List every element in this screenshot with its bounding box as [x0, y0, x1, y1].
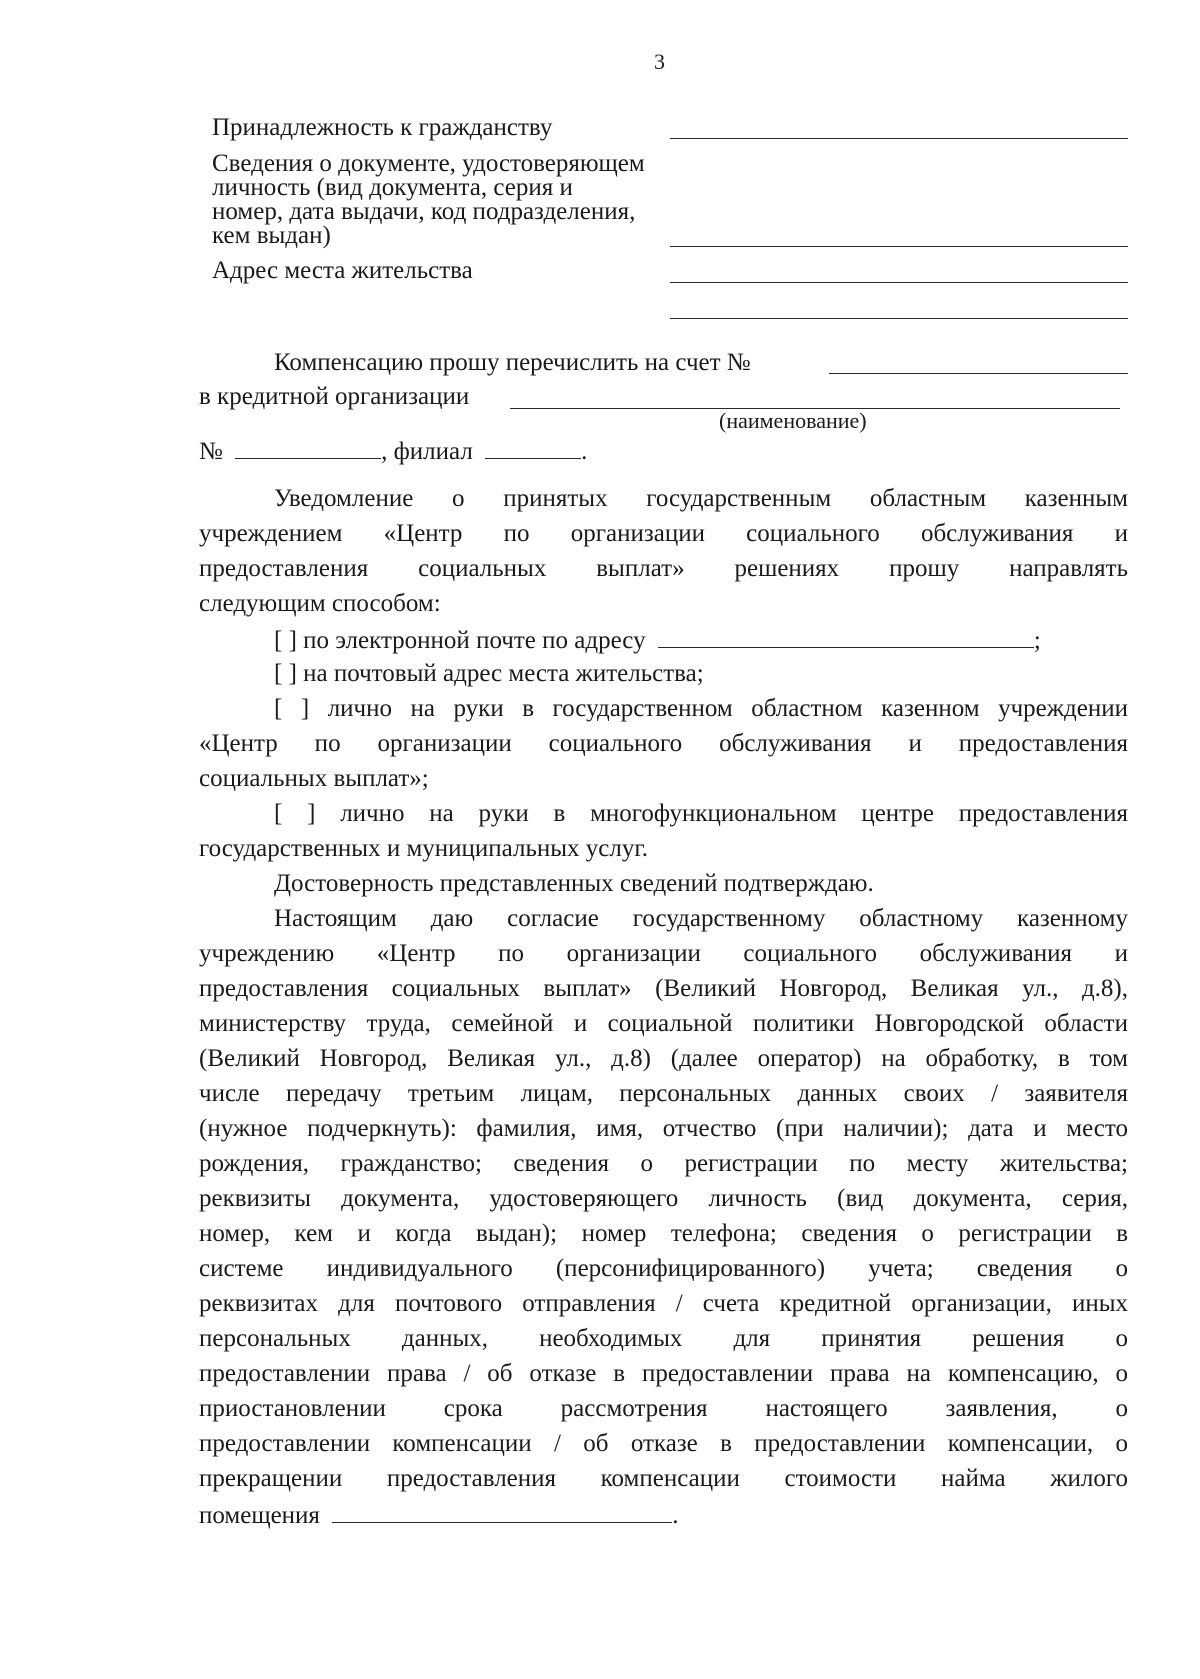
notification-line: предоставления социальных выплат» решениях прошу направлять — [199, 555, 1128, 582]
option-personal-cont: «Центр по организации социального обслуживания и предоставления — [199, 730, 1128, 757]
option-mfc-cont: государственных и муниципальных услуг. — [199, 835, 649, 862]
consent-line: учреждению «Центр по организации социального обслуживания и — [199, 940, 1128, 967]
consent-last-end: . — [672, 1502, 679, 1529]
option-personal[interactable]: [ ] лично на руки в государственном областном казенном учреждении — [274, 695, 1128, 722]
consent-line: системе индивидуального (персонифицированного) учета; сведения о — [199, 1255, 1128, 1282]
id-doc-label — [212, 152, 645, 248]
consent-line: (Великий Новгород, Великая ул., д.8) (далее оператор) на обработку, в том — [199, 1045, 1128, 1072]
notification-line: Уведомление о принятых государственным областным казенным — [274, 485, 1128, 512]
option-postal[interactable]: [ ] на почтовый адрес места жительства; — [274, 660, 704, 687]
email-field[interactable] — [658, 625, 1034, 648]
consent-line: реквизиты документа, удостоверяющего личность (вид документа, серия, — [199, 1185, 1128, 1212]
consent-line: прекращении предоставления компенсации стоимости найма жилого — [199, 1465, 1128, 1492]
bank-name-note: (наименование) — [719, 408, 867, 433]
account-label: Компенсацию прошу перечислить на счет № — [274, 349, 751, 376]
consent-line: реквизитах для почтового отправления / счета кредитной организации, иных — [199, 1290, 1128, 1317]
id-doc-line: номер, дата выдачи, код подразделения, — [212, 198, 636, 225]
consent-last-line — [199, 1500, 678, 1530]
citizenship-label: Принадлежность к гражданству — [212, 114, 553, 141]
bank-label: в кредитной организации — [199, 383, 470, 410]
id-doc-line: кем выдан) — [212, 222, 331, 249]
consent-line: предоставления социальных выплат» (Великий Новгород, Великая ул., д.8), — [199, 975, 1128, 1002]
consent-line: числе передачу третьим лицам, персональных данных своих / заявителя — [199, 1080, 1128, 1107]
option-personal-cont: социальных выплат»; — [199, 765, 429, 792]
consent-line: предоставлении права / об отказе в предоставлении права на компенсацию, о — [199, 1360, 1128, 1387]
consent-line: Настоящим даю согласие государственному областному казенному — [274, 905, 1128, 932]
address-field-1[interactable] — [670, 282, 1128, 283]
premises-field[interactable] — [332, 1500, 672, 1523]
page-number: 3 — [654, 49, 665, 74]
consent-line: предоставлении компенсации / об отказе в предоставлении компенсации, о — [199, 1430, 1128, 1457]
consent-line: номер, кем и когда выдан); номер телефона; сведения о регистрации в — [199, 1220, 1128, 1247]
branch-row — [199, 436, 587, 466]
branch-field[interactable] — [485, 436, 581, 459]
option-email[interactable] — [274, 625, 1041, 655]
consent-last-prefix: помещения — [199, 1502, 320, 1529]
address-field-2[interactable] — [670, 318, 1128, 319]
consent-line: (нужное подчеркнуть): фамилия, имя, отчество (при наличии); дата и место — [199, 1115, 1128, 1142]
account-number-field[interactable] — [829, 373, 1128, 374]
consent-line: рождения, гражданство; сведения о регистрации по месту жительства; — [199, 1150, 1128, 1177]
consent-line: министерству труда, семейной и социальной политики Новгородской области — [199, 1010, 1128, 1037]
notification-line: следующим способом: — [199, 590, 441, 617]
id-doc-line: личность (вид документа, серия и — [212, 174, 573, 201]
citizenship-field[interactable] — [670, 138, 1128, 139]
branch-number-field[interactable] — [235, 436, 381, 459]
branch-label: , филиал — [381, 438, 473, 465]
confirm-statement: Достоверность представленных сведений подтверждаю. — [274, 870, 874, 897]
consent-line: персональных данных, необходимых для принятия решения о — [199, 1325, 1128, 1352]
consent-line: приостановлении срока рассмотрения настоящего заявления, о — [199, 1395, 1128, 1422]
option-email-end: ; — [1033, 627, 1041, 654]
number-sign: № — [199, 438, 223, 465]
notification-line: учреждением «Центр по организации социального обслуживания и — [199, 520, 1128, 547]
option-mfc[interactable]: [ ] лично на руки в многофункциональном центре предоставления — [274, 800, 1128, 827]
address-label: Адрес места жительства — [212, 257, 473, 284]
branch-end: . — [581, 438, 588, 465]
id-doc-field[interactable] — [670, 246, 1128, 247]
option-email-label: [ ] по электронной почте по адресу — [274, 627, 646, 654]
id-doc-line: Сведения о документе, удостоверяющем — [212, 150, 645, 177]
